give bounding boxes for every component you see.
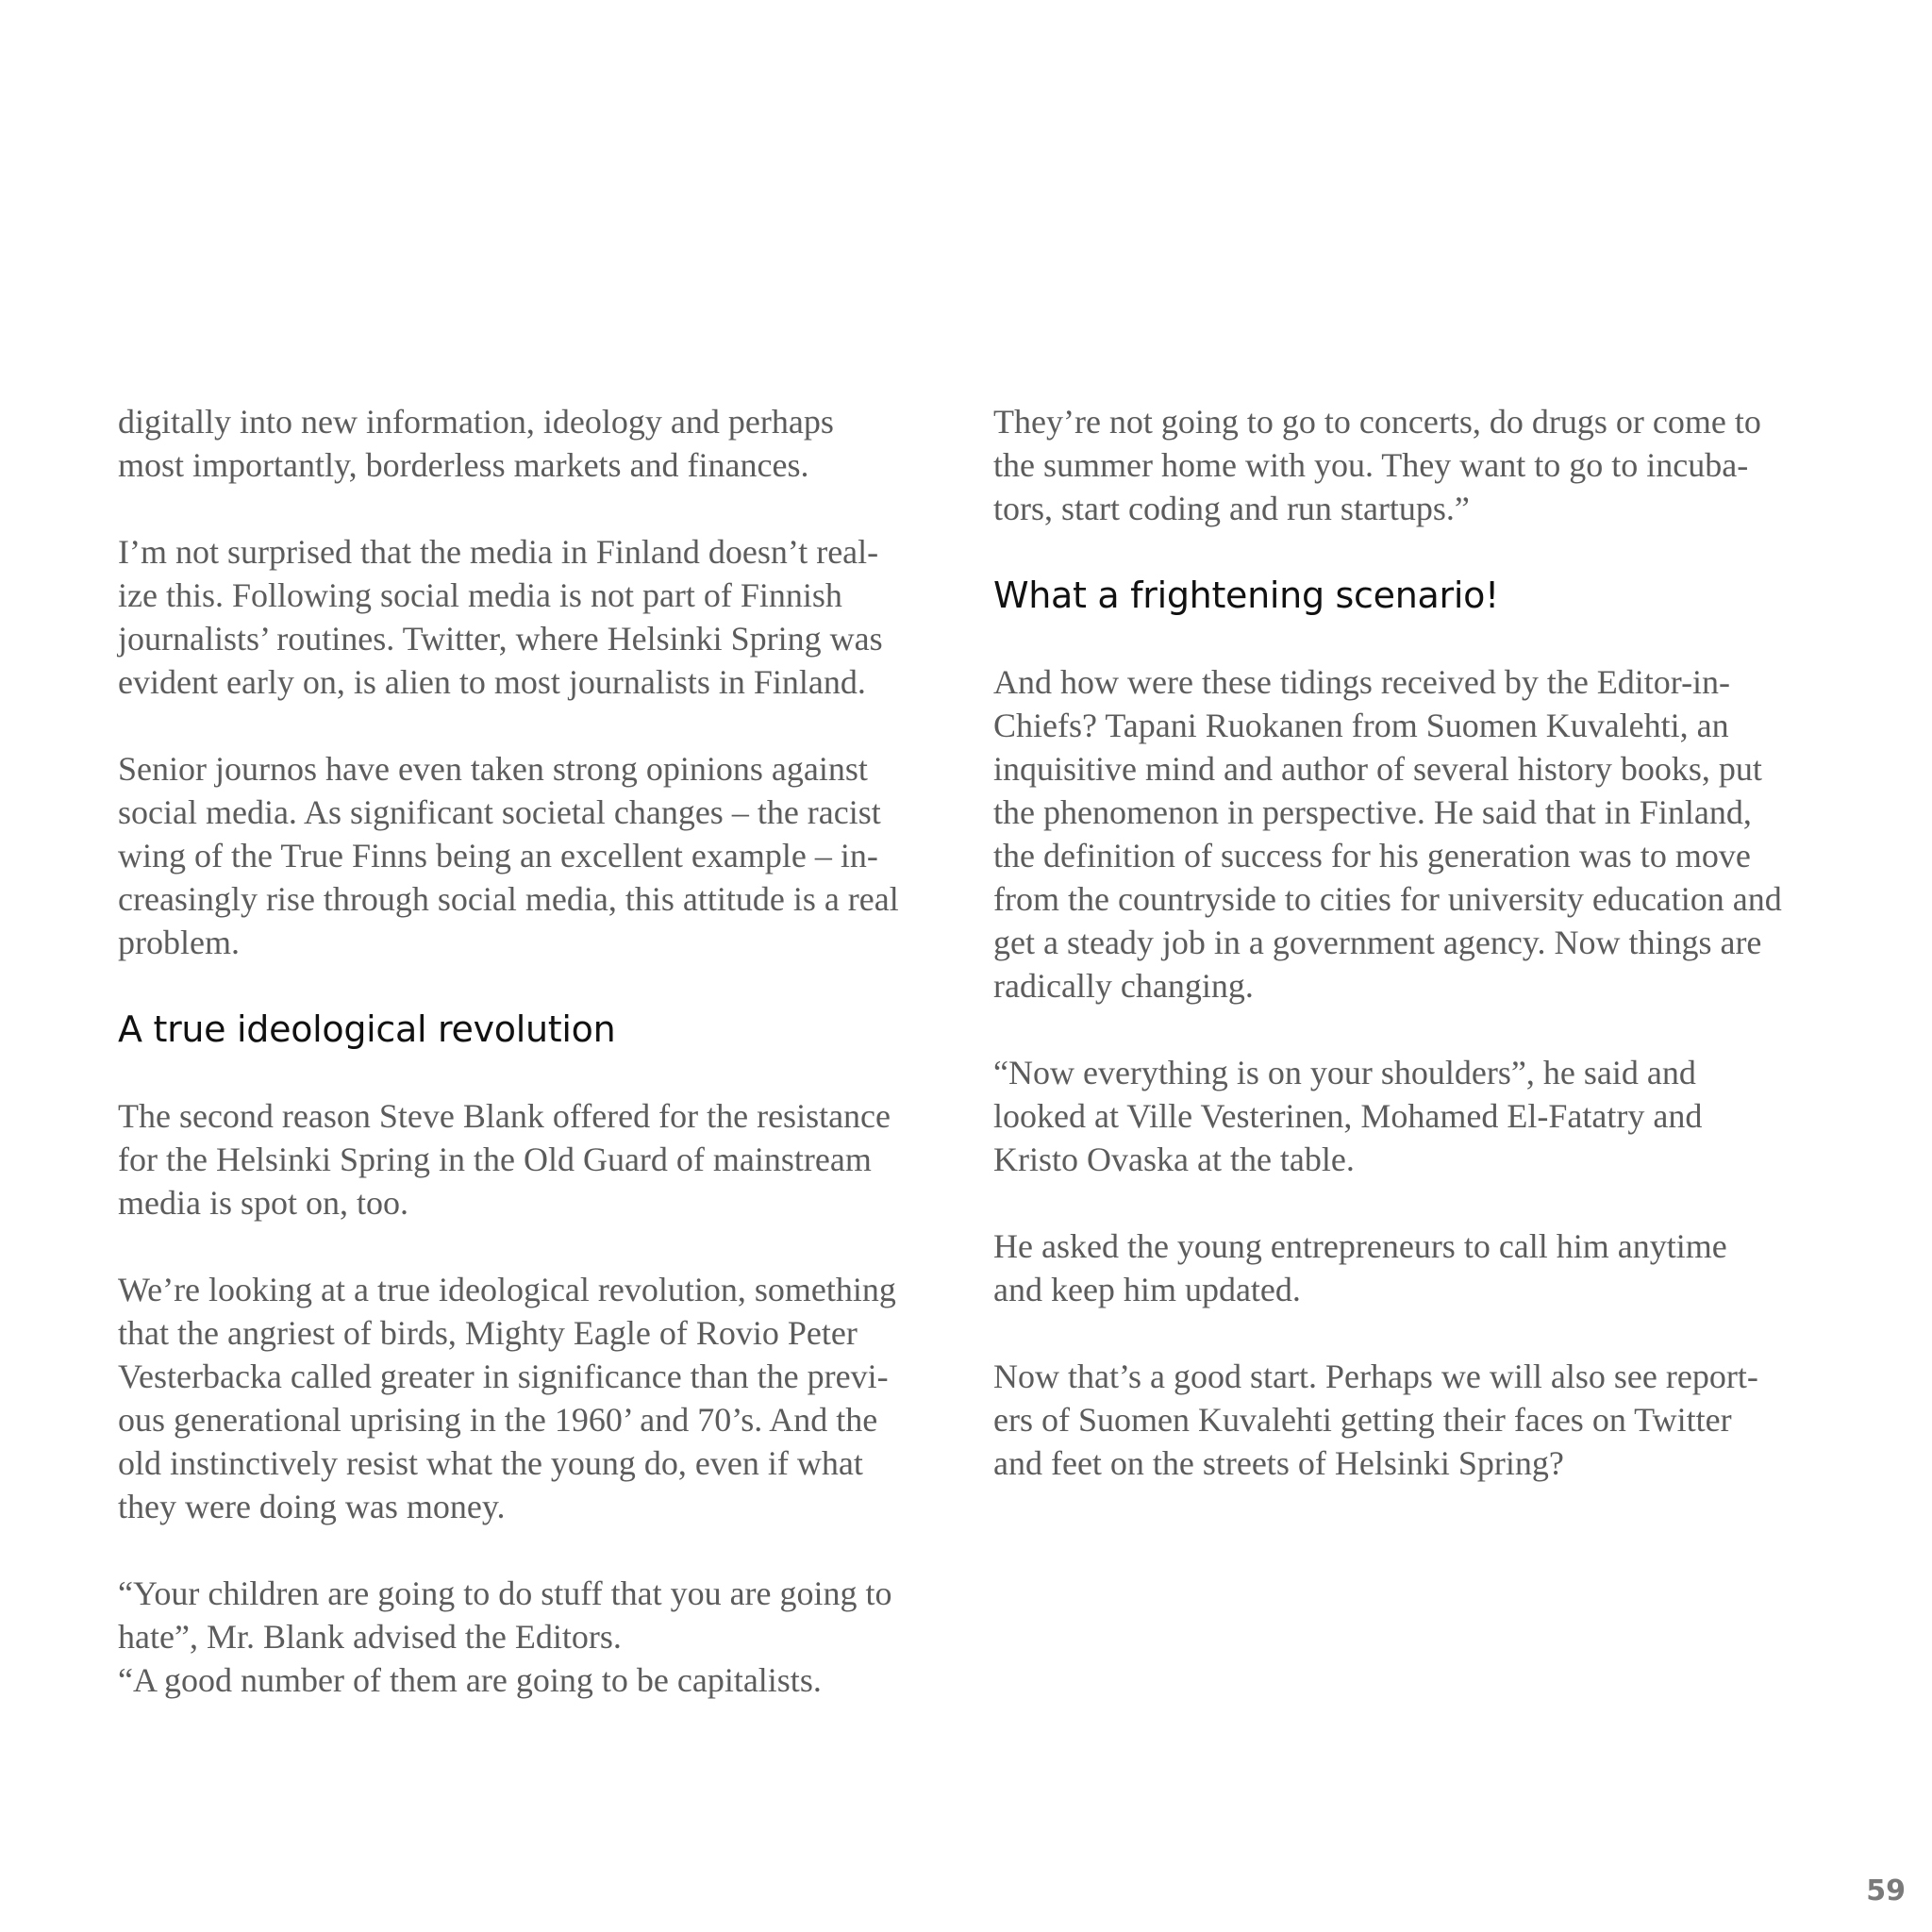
left-column [118, 400, 958, 1702]
paragraph: Senior journos have even taken strong opinions against social media. As significant societal changes – the racist wing of the True Finns being an excellent example – in- creasingly rise through social media, this attitude is a real problem. [118, 750, 899, 961]
section-heading: What a frightening scenario! [993, 575, 1499, 616]
paragraph: Now that’s a good start. Perhaps we will also see report- ers of Suomen Kuvalehti getting their faces on Twitter and feet on the streets of Helsinki Spring? [993, 1357, 1758, 1482]
paragraph: He asked the young entrepreneurs to call him anytime and keep him updated. [993, 1227, 1727, 1308]
page-number: 59 [1866, 1874, 1906, 1907]
paragraph: digitally into new information, ideology and perhaps most importantly, borderless markets and finances. [118, 403, 834, 484]
paragraph: I’m not surprised that the media in Finland doesn’t real- ize this. Following social media is not part of Finnish journalists’ routines. Twitter, where Helsinki Spring was evident early on, is alien to most journalists in Finland. [118, 533, 883, 701]
paragraph: And how were these tidings received by the Editor-in- Chiefs? Tapani Ruokanen from Suomen Kuvalehti, an inquisitive mind and author of several history books, put the phenomenon in perspective. He said that in Finland, the definition of success for his generation was to move from the countryside to cities for university education and get a steady job in a government agency. Now things are radically changing. [993, 663, 1782, 1005]
section-heading: A true ideological revolution [118, 1008, 616, 1050]
paragraph: They’re not going to go to concerts, do drugs or come to the summer home with you. They want to go to incuba- tors, start coding and run startups.” [993, 403, 1761, 527]
paragraph: “Your children are going to do stuff that you are going to hate”, Mr. Blank advised the Editors. “A good number of them are going to be capitalists. [118, 1574, 892, 1699]
paragraph: We’re looking at a true ideological revolution, something that the angriest of birds, Mighty Eagle of Rovio Peter Vesterbacka called greater in significance than the previ- ous generational uprising in the 1960’ and 70’s. And the old instinctively resist what the young do, even if what they were doing was money. [118, 1271, 896, 1525]
right-column [993, 400, 1842, 1485]
paragraph: The second reason Steve Blank offered for the resistance for the Helsinki Spring in the Old Guard of mainstream media is spot on, too. [118, 1097, 891, 1222]
paragraph: “Now everything is on your shoulders”, he said and looked at Ville Vesterinen, Mohamed El-Fatatry and Kristo Ovaska at the table. [993, 1054, 1703, 1178]
